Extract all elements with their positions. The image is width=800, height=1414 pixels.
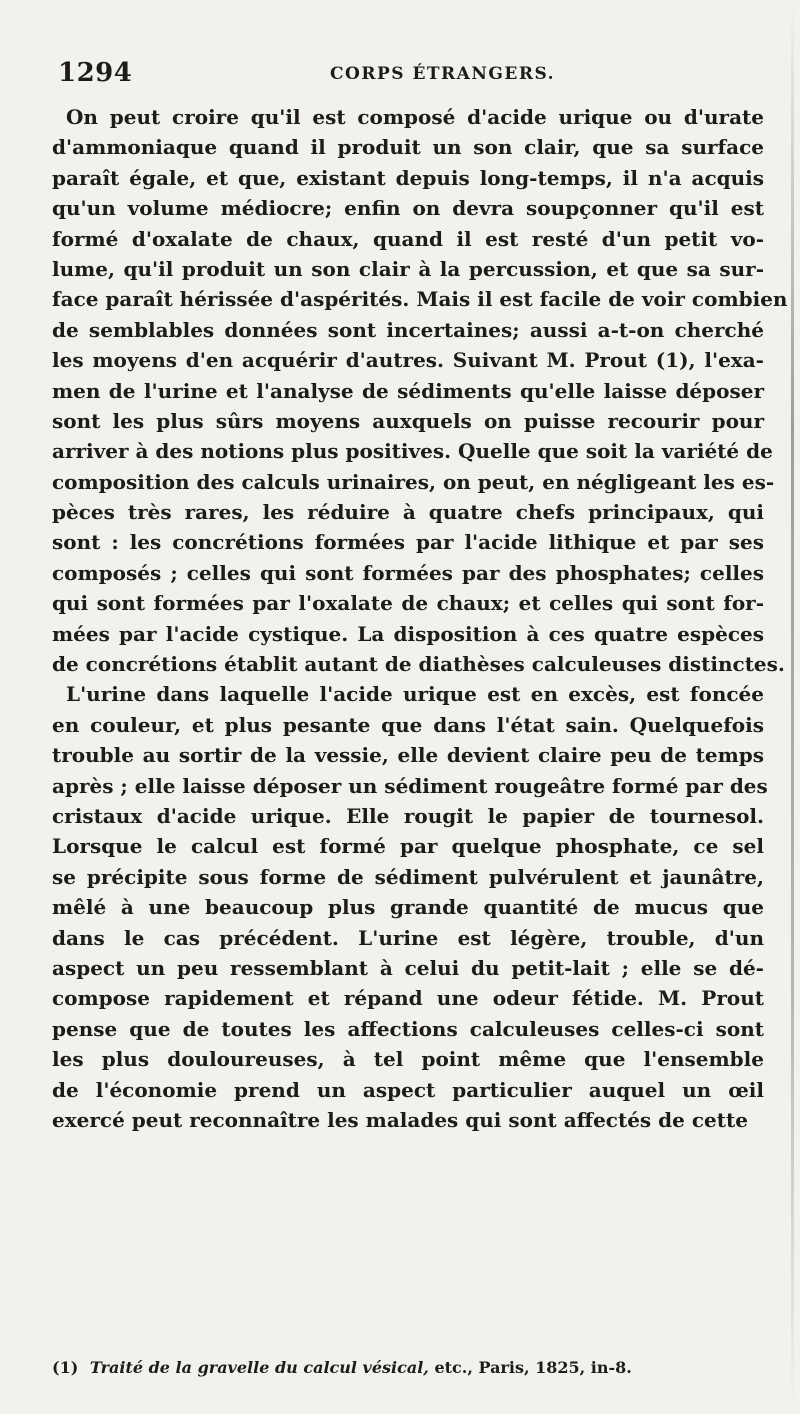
text-line: composés ; celles qui sont formées par des phosphates; celles bbox=[52, 560, 764, 585]
text-line: dans le cas précédent. L'urine est légère, trouble, d'un bbox=[52, 925, 764, 950]
text-line: lume, qu'il produit un son clair à la percussion, et que sa sur- bbox=[52, 256, 764, 281]
text-line: en couleur, et plus pesante que dans l'état sain. Quelquefois bbox=[52, 712, 764, 737]
text-line: les plus douloureuses, à tel point même que l'ensemble bbox=[52, 1047, 764, 1072]
footnote-mark: (1) bbox=[52, 1358, 79, 1377]
text-line: pense que de toutes les affections calculeuses celles-ci sont bbox=[52, 1016, 764, 1041]
text-line: de concrétions établit autant de diathèses calculeuses distinctes. bbox=[52, 652, 785, 677]
text-line: Lorsque le calcul est formé par quelque phosphate, ce sel bbox=[52, 834, 764, 859]
text-line: les moyens d'en acquérir d'autres. Suivant M. Prout (1), l'exa- bbox=[52, 348, 764, 373]
text-line: men de l'urine et l'analyse de sédiments qu'elle laisse déposer bbox=[52, 378, 764, 403]
text-line: arriver à des notions plus positives. Quelle que soit la variété de bbox=[52, 439, 773, 464]
page-number: 1294 bbox=[58, 58, 133, 88]
footnote-publication-details: etc., Paris, 1825, in-8. bbox=[434, 1358, 632, 1377]
footnote-cited-title: Traité de la gravelle du calcul vésical, bbox=[89, 1358, 429, 1377]
text-line: face paraît hérissée d'aspérités. Mais il est facile de voir combien bbox=[52, 287, 788, 312]
text-line: trouble au sortir de la vessie, elle devient claire peu de temps bbox=[52, 743, 764, 768]
text-line: qui sont formées par l'oxalate de chaux; et celles qui sont for- bbox=[52, 591, 764, 616]
text-line: de semblables données sont incertaines; aussi a-t-on cherché bbox=[52, 317, 764, 342]
text-line: qu'un volume médiocre; enfin on devra soupçonner qu'il est bbox=[52, 196, 764, 221]
text-line: exercé peut reconnaître les malades qui sont affectés de cette bbox=[52, 1107, 748, 1132]
text-line: composition des calculs urinaires, on peut, en négligeant les es- bbox=[52, 469, 775, 494]
text-line: mées par l'acide cystique. La disposition à ces quatre espèces bbox=[52, 621, 764, 646]
footnote bbox=[52, 1358, 764, 1377]
text-line: pèces très rares, les réduire à quatre chefs principaux, qui bbox=[52, 500, 764, 525]
running-head bbox=[58, 58, 758, 98]
text-line: paraît égale, et que, existant depuis long-temps, il n'a acquis bbox=[52, 165, 764, 190]
text-line: L'urine dans laquelle l'acide urique est en excès, est foncée bbox=[66, 682, 764, 707]
text-line: après ; elle laisse déposer un sédiment rougeâtre formé par des bbox=[52, 773, 768, 798]
text-line: d'ammoniaque quand il produit un son clair, que sa surface bbox=[52, 135, 764, 160]
body-text bbox=[52, 102, 788, 1135]
text-line: cristaux d'acide urique. Elle rougit le papier de tournesol. bbox=[52, 803, 764, 828]
running-title: CORPS ÉTRANGERS. bbox=[330, 64, 556, 84]
text-line: mêlé à une beaucoup plus grande quantité de mucus que bbox=[52, 895, 764, 920]
text-line: On peut croire qu'il est composé d'acide urique ou d'urate bbox=[66, 105, 764, 129]
text-line: de l'économie prend un aspect particulier auquel un œil bbox=[52, 1077, 764, 1102]
page-edge-shadow bbox=[791, 0, 794, 1414]
text-line: se précipite sous forme de sédiment pulvérulent et jaunâtre, bbox=[52, 864, 764, 889]
text-line: sont : les concrétions formées par l'acide lithique et par ses bbox=[52, 530, 764, 555]
text-line: sont les plus sûrs moyens auxquels on puisse recourir pour bbox=[52, 408, 764, 433]
text-line: compose rapidement et répand une odeur fétide. M. Prout bbox=[52, 986, 764, 1011]
text-line: aspect un peu ressemblant à celui du petit-lait ; elle se dé- bbox=[52, 955, 764, 980]
text-line: formé d'oxalate de chaux, quand il est resté d'un petit vo- bbox=[52, 226, 764, 251]
